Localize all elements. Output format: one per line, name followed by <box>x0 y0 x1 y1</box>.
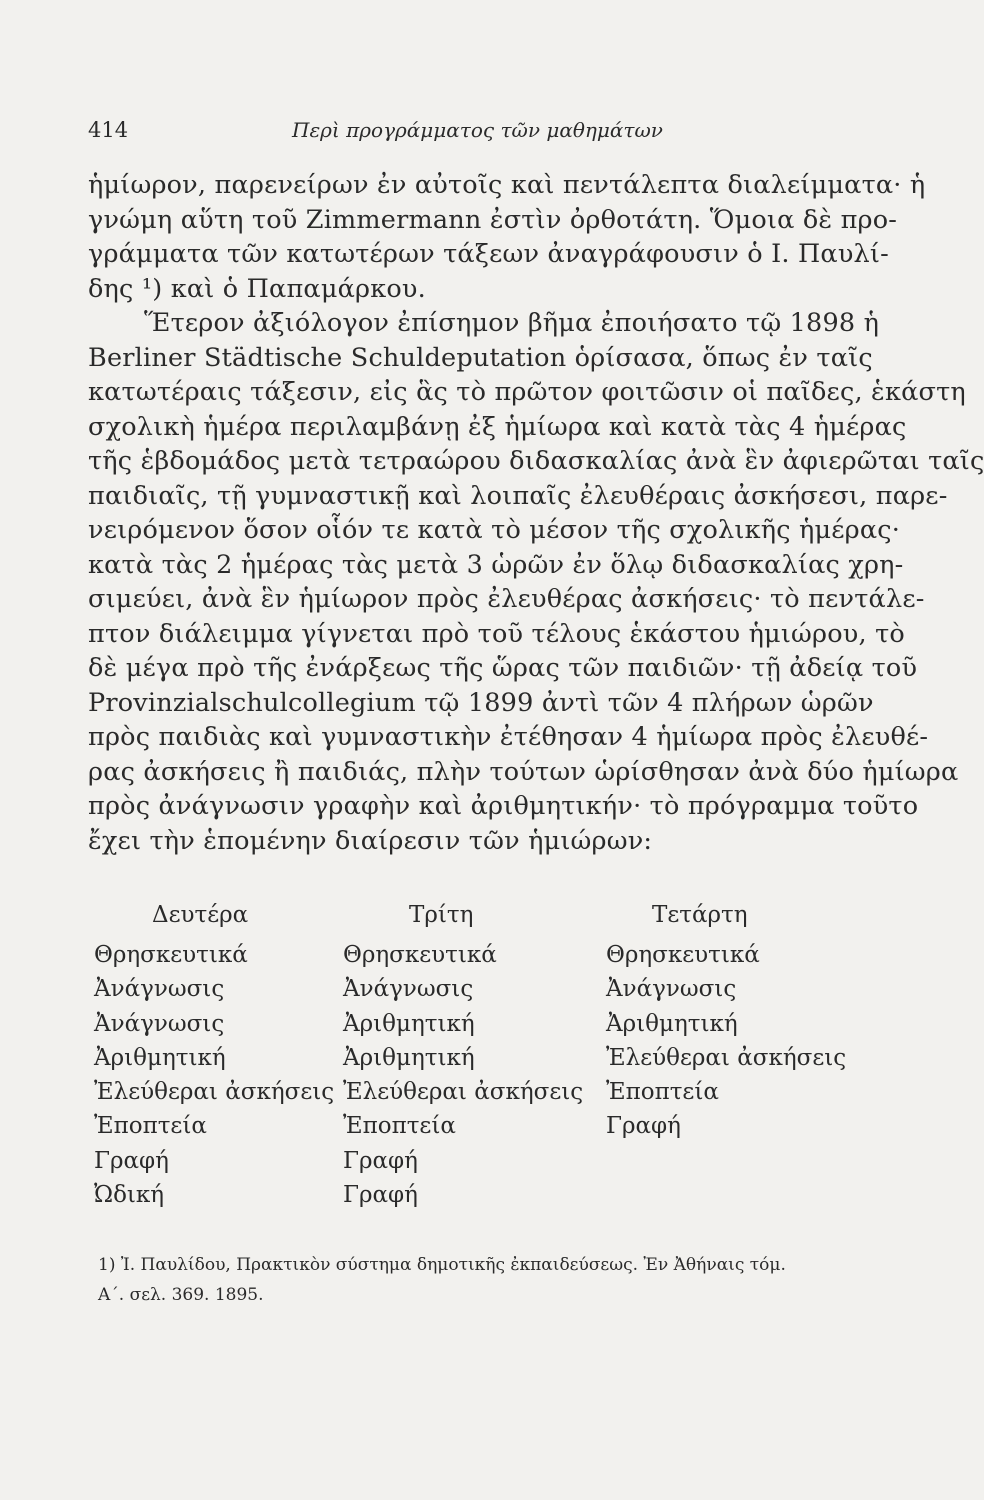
schedule-entry: Γραφή <box>343 1182 418 1209</box>
schedule-column-wednesday <box>606 898 846 1144</box>
column-heading: Τρίτη <box>409 902 474 928</box>
text-line: Ἕτερον ἀξιόλογον ἐπίσημον βῆμα ἐποιήσατο τῷ 1898 ἡ <box>144 308 880 338</box>
schedule-entry: Ἀνάγνωσις <box>94 976 225 1003</box>
running-title: Περὶ προγράμματος τῶν μαθημάτων <box>292 118 663 142</box>
schedule-entry: Ἐποπτεία <box>343 1113 456 1140</box>
schedule-entry: Γραφή <box>343 1147 418 1174</box>
schedule-entry: Θρησκευτικά <box>343 942 497 968</box>
footnote-line: 1) Ἰ. Παυλίδου, Πρακτικὸν σύστημα δημοτικῆς ἐκπαιδεύσεως. Ἐν Ἀθήναις τόμ. <box>98 1255 786 1275</box>
text-line: ἡμίωρον, παρενείρων ἐν αὐτοῖς καὶ πεντάλεπτα διαλείμματα· ἡ <box>88 170 926 200</box>
page-number: 414 <box>88 118 129 142</box>
column-heading: Τετάρτη <box>652 902 748 928</box>
text-line: Provinzialschulcollegium τῷ 1899 ἀντὶ τῶν 4 πλήρων ὡρῶν <box>88 687 874 718</box>
text-line: δὲ μέγα πρὸ τῆς ἐνάρξεως τῆς ὥρας τῶν παιδιῶν· τῇ ἀδείᾳ τοῦ <box>88 653 918 683</box>
schedule-entry: Ἀριθμητική <box>343 1044 475 1071</box>
text-line: ρας ἀσκήσεις ἢ παιδιάς, πλὴν τούτων ὡρίσθησαν ἀνὰ δύο ἡμίωρα <box>88 756 959 787</box>
page-header <box>88 118 848 158</box>
schedule-entry: Ἀνάγνωσις <box>94 1010 225 1037</box>
body-text <box>88 168 984 858</box>
text-line: πρὸς παιδιὰς καὶ γυμναστικὴν ἐτέθησαν 4 ἡμίωρα πρὸς ἐλευθέ- <box>88 722 929 752</box>
text-line: γράμματα τῶν κατωτέρων τάξεων ἀναγράφουσιν ὁ Ι. Παυλί- <box>88 239 889 269</box>
schedule-entry: Ἐλεύθεραι ἀσκήσεις <box>94 1079 335 1106</box>
text-line: πρὸς ἀνάγνωσιν γραφὴν καὶ ἀριθμητικήν· τὸ πρόγραμμα τοῦτο <box>88 791 919 821</box>
schedule-entry: Θρησκευτικά <box>606 942 760 968</box>
schedule-entry: Ἐλεύθεραι ἀσκήσεις <box>606 1044 847 1071</box>
text-line: τῆς ἑβδομάδος μετὰ τετραώρου διδασκαλίας ἀνὰ ἓν ἀφιερῶται ταῖς <box>88 446 984 476</box>
schedule-entry: Ἐποπτεία <box>606 1079 719 1106</box>
text-line: σιμεύει, ἀνὰ ἓν ἡμίωρον πρὸς ἐλευθέρας ἀσκήσεις· τὸ πεντάλε- <box>88 584 925 614</box>
schedule-entry: Ἀνάγνωσις <box>606 976 737 1003</box>
schedule-entry: Ἐποπτεία <box>94 1113 207 1140</box>
text-line: σχολικὴ ἡμέρα περιλαμβάνῃ ἐξ ἡμίωρα καὶ κατὰ τὰς 4 ἡμέρας <box>88 411 907 442</box>
schedule-column-monday <box>94 898 334 1212</box>
text-line: Berliner Städtische Schuldeputation ὁρίσασα, ὅπως ἐν ταῖς <box>88 342 873 373</box>
text-line: γνώμη αὕτη τοῦ Zimmermann ἐστὶν ὀρθοτάτη. Ὅμοια δὲ προ- <box>88 204 898 235</box>
text-line: ἔχει τὴν ἑπομένην διαίρεσιν τῶν ἡμιώρων: <box>88 825 653 856</box>
schedule-entry: Ἀριθμητική <box>94 1044 226 1071</box>
footnote-line: Α΄. σελ. 369. 1895. <box>98 1285 264 1305</box>
text-line: παιδιαῖς, τῇ γυμναστικῇ καὶ λοιπαῖς ἐλευθέραις ἀσκήσεσι, παρε- <box>88 480 948 511</box>
text-line: νειρόμενον ὅσον οἷόν τε κατὰ τὸ μέσον τῆς σχολικῆς ἡμέρας· <box>88 515 901 545</box>
text-line: κατὰ τὰς 2 ἡμέρας τὰς μετὰ 3 ὡρῶν ἐν ὅλῳ διδασκαλίας χρη- <box>88 549 904 580</box>
text-line: πτον διάλειμμα γίγνεται πρὸ τοῦ τέλους ἑκάστου ἡμιώρου, τὸ <box>88 618 905 649</box>
column-heading: Δευτέρα <box>152 902 249 928</box>
schedule-table <box>88 898 848 1238</box>
schedule-entry: Ἀνάγνωσις <box>343 976 474 1003</box>
text-line: κατωτέραις τάξεσιν, εἰς ἃς τὸ πρῶτον φοιτῶσιν οἱ παῖδες, ἑκάστη <box>88 377 966 407</box>
schedule-entry: Ἐλεύθεραι ἀσκήσεις <box>343 1079 584 1106</box>
schedule-entry: Θρησκευτικά <box>94 942 248 968</box>
footnote <box>98 1250 838 1310</box>
text-line: δης ¹) καὶ ὁ Παπαμάρκου. <box>88 273 426 304</box>
schedule-entry: Ἀριθμητική <box>606 1010 738 1037</box>
schedule-entry: Γραφή <box>606 1113 681 1140</box>
schedule-entry: Γραφή <box>94 1147 169 1174</box>
schedule-entry: Ὠδική <box>94 1182 165 1209</box>
schedule-column-tuesday <box>343 898 583 1212</box>
schedule-entry: Ἀριθμητική <box>343 1010 475 1037</box>
